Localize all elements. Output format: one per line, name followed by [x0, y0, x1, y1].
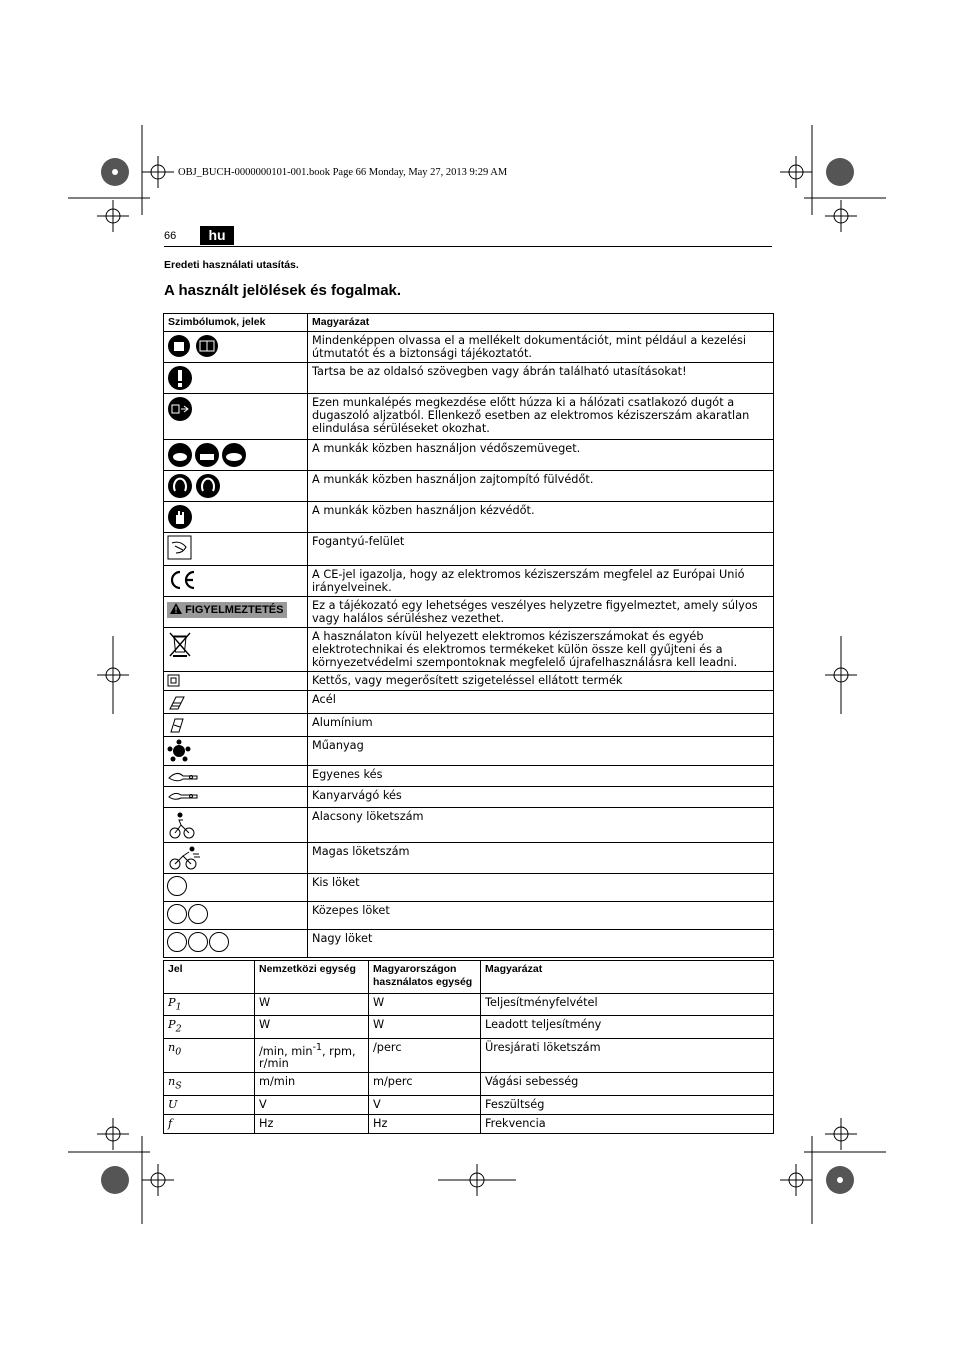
intl-unit-cell: /min, $\min^{-1}$, rpm, r/min	[255, 1038, 369, 1073]
explanation-text: Műanyag	[308, 737, 774, 766]
straight-blade-icon	[164, 766, 308, 787]
explanation-text: Alumínium	[308, 714, 774, 737]
symbol-cell: f	[164, 1114, 255, 1133]
read-manual-icons	[164, 332, 308, 363]
stroke-circle	[167, 932, 187, 952]
column-header-hu-unit: Magyarországon használatos egység	[369, 961, 481, 994]
table-row	[164, 1073, 774, 1095]
symbol-cell: $n_S$	[164, 1073, 255, 1095]
explanation-text: Kettős, vagy megerősített szigeteléssel ellátott termék	[308, 672, 774, 691]
table-row	[164, 1114, 774, 1133]
explanation-text: Fogantyú-felület	[308, 533, 774, 566]
stroke-circle	[167, 876, 187, 896]
table-row	[164, 874, 774, 902]
table-row	[164, 471, 774, 502]
page-title: A használt jelölések és fogalmak.	[164, 282, 402, 299]
explanation-text: Kis löket	[308, 874, 774, 902]
exclamation-icon	[164, 363, 308, 394]
table-row	[164, 787, 774, 808]
explanation-text: A használaton kívül helyezett elektromos kéziszerszámokat és egyéb elektrotechnikai és elektromos termékeket külön össze kell gyűjteni és a környezetvédelmi szempontoknak megfelelő újrafelhasználásra kell leadni.	[308, 628, 774, 672]
stroke-circle	[167, 904, 187, 924]
page-number: 66	[164, 230, 177, 242]
medium-stroke-icon	[164, 902, 308, 930]
explanation-text: A CE-jel igazolja, hogy az elektromos kéziszerszám megfelel az Európai Unió irányelveinek.	[308, 566, 774, 597]
explanation-cell: Leadott teljesítmény	[481, 1016, 774, 1038]
print-info-line: OBJ_BUCH-0000000101-001.book Page 66 Monday, May 27, 2013 9:29 AM	[178, 167, 508, 178]
high-stroke-rate-icon	[164, 843, 308, 874]
table-row	[164, 628, 774, 672]
symbol-cell: U	[164, 1095, 255, 1114]
column-header-explanation: Magyarázat	[481, 961, 774, 994]
table-row	[164, 1038, 774, 1073]
table-row	[164, 994, 774, 1016]
warning-badge-label: FIGYELMEZTETÉS	[185, 604, 284, 616]
plastic-icon	[164, 737, 308, 766]
hu-unit-cell: W	[369, 1016, 481, 1038]
explanation-text: Egyenes kés	[308, 766, 774, 787]
table-row	[164, 691, 774, 714]
stroke-circle	[188, 904, 208, 924]
table-row	[164, 394, 774, 440]
eye-protection-icons	[164, 440, 308, 471]
table-row	[164, 597, 774, 628]
document-subtitle: Eredeti használati utasítás.	[164, 259, 299, 271]
language-tag: hu	[200, 226, 234, 245]
explanation-cell: Teljesítményfelvétel	[481, 994, 774, 1016]
ce-mark-icon	[164, 566, 308, 597]
explanation-text: Ez a tájékozató egy lehetséges veszélyes helyzetre figyelmeztet, amely súlyos vagy halálos sérüléshez vezethet.	[308, 597, 774, 628]
table-row	[164, 930, 774, 958]
table-row	[164, 332, 774, 363]
intl-unit-cell: m/min	[255, 1073, 369, 1095]
column-header-symbol: Szimbólumok, jelek	[164, 314, 308, 332]
table-row	[164, 440, 774, 471]
intl-unit-cell: W	[255, 994, 369, 1016]
stroke-circle	[188, 932, 208, 952]
table-row	[164, 737, 774, 766]
grip-surface-icon	[164, 533, 308, 566]
explanation-text: Magas löketszám	[308, 843, 774, 874]
column-header-intl-unit: Nemzetközi egység	[255, 961, 369, 994]
explanation-cell: Üresjárati löketszám	[481, 1038, 774, 1073]
table-header-row	[164, 314, 774, 332]
explanation-text: Nagy löket	[308, 930, 774, 958]
hu-unit-cell: W	[369, 994, 481, 1016]
header-rule	[164, 246, 772, 247]
curve-blade-icon	[164, 787, 308, 808]
explanation-text: Közepes löket	[308, 902, 774, 930]
stroke-circle	[209, 932, 229, 952]
table-row	[164, 714, 774, 737]
explanation-text: Alacsony löketszám	[308, 808, 774, 843]
intl-unit-cell: Hz	[255, 1114, 369, 1133]
hu-unit-cell: V	[369, 1095, 481, 1114]
table-row	[164, 566, 774, 597]
table-row	[164, 363, 774, 394]
explanation-text: Kanyarvágó kés	[308, 787, 774, 808]
table-row	[164, 672, 774, 691]
hu-unit-cell: /perc	[369, 1038, 481, 1073]
column-header-explanation: Magyarázat	[308, 314, 774, 332]
explanation-text: Acél	[308, 691, 774, 714]
explanation-text: Tartsa be az oldalsó szövegben vagy ábrán található utasításokat!	[308, 363, 774, 394]
explanation-cell: Vágási sebesség	[481, 1073, 774, 1095]
steel-icon	[164, 691, 308, 714]
units-table	[163, 960, 774, 1134]
small-stroke-icon	[164, 874, 308, 902]
warning-badge	[164, 597, 308, 628]
hu-unit-cell: m/perc	[369, 1073, 481, 1095]
low-stroke-rate-icon	[164, 808, 308, 843]
weee-bin-icon	[164, 628, 308, 672]
table-row	[164, 1095, 774, 1114]
table-row	[164, 808, 774, 843]
explanation-cell: Feszültség	[481, 1095, 774, 1114]
explanation-text: A munkák közben használjon zajtompító fülvédőt.	[308, 471, 774, 502]
aluminium-icon	[164, 714, 308, 737]
explanation-text: A munkák közben használjon kézvédőt.	[308, 502, 774, 533]
table-row	[164, 843, 774, 874]
hu-unit-cell: Hz	[369, 1114, 481, 1133]
column-header-symbol: Jel	[164, 961, 255, 994]
unplug-icon	[164, 394, 308, 440]
explanation-text: Mindenképpen olvassa el a mellékelt dokumentációt, mint például a kezelési útmutatót és a biztonsági tájékoztatót.	[308, 332, 774, 363]
table-row	[164, 1016, 774, 1038]
explanation-text: A munkák közben használjon védőszemüveget.	[308, 440, 774, 471]
large-stroke-icon	[164, 930, 308, 958]
explanation-cell: Frekvencia	[481, 1114, 774, 1133]
double-insulation-icon	[164, 672, 308, 691]
intl-unit-cell: W	[255, 1016, 369, 1038]
intl-unit-cell: V	[255, 1095, 369, 1114]
ear-protection-icons	[164, 471, 308, 502]
explanation-text: Ezen munkalépés megkezdése előtt húzza ki a hálózati csatlakozó dugót a dugaszoló aljzatból. Ellenkező esetben az elektromos kéziszerszám akaratlan elindulása sérüléseket okozhat.	[308, 394, 774, 440]
table-row	[164, 533, 774, 566]
table-header-row	[164, 961, 774, 994]
symbol-cell: $P_2$	[164, 1016, 255, 1038]
gloves-icon	[164, 502, 308, 533]
symbols-table	[163, 313, 774, 958]
table-row	[164, 766, 774, 787]
symbol-cell: $n_0$	[164, 1038, 255, 1073]
table-row	[164, 902, 774, 930]
symbol-cell: $P_1$	[164, 994, 255, 1016]
table-row	[164, 502, 774, 533]
